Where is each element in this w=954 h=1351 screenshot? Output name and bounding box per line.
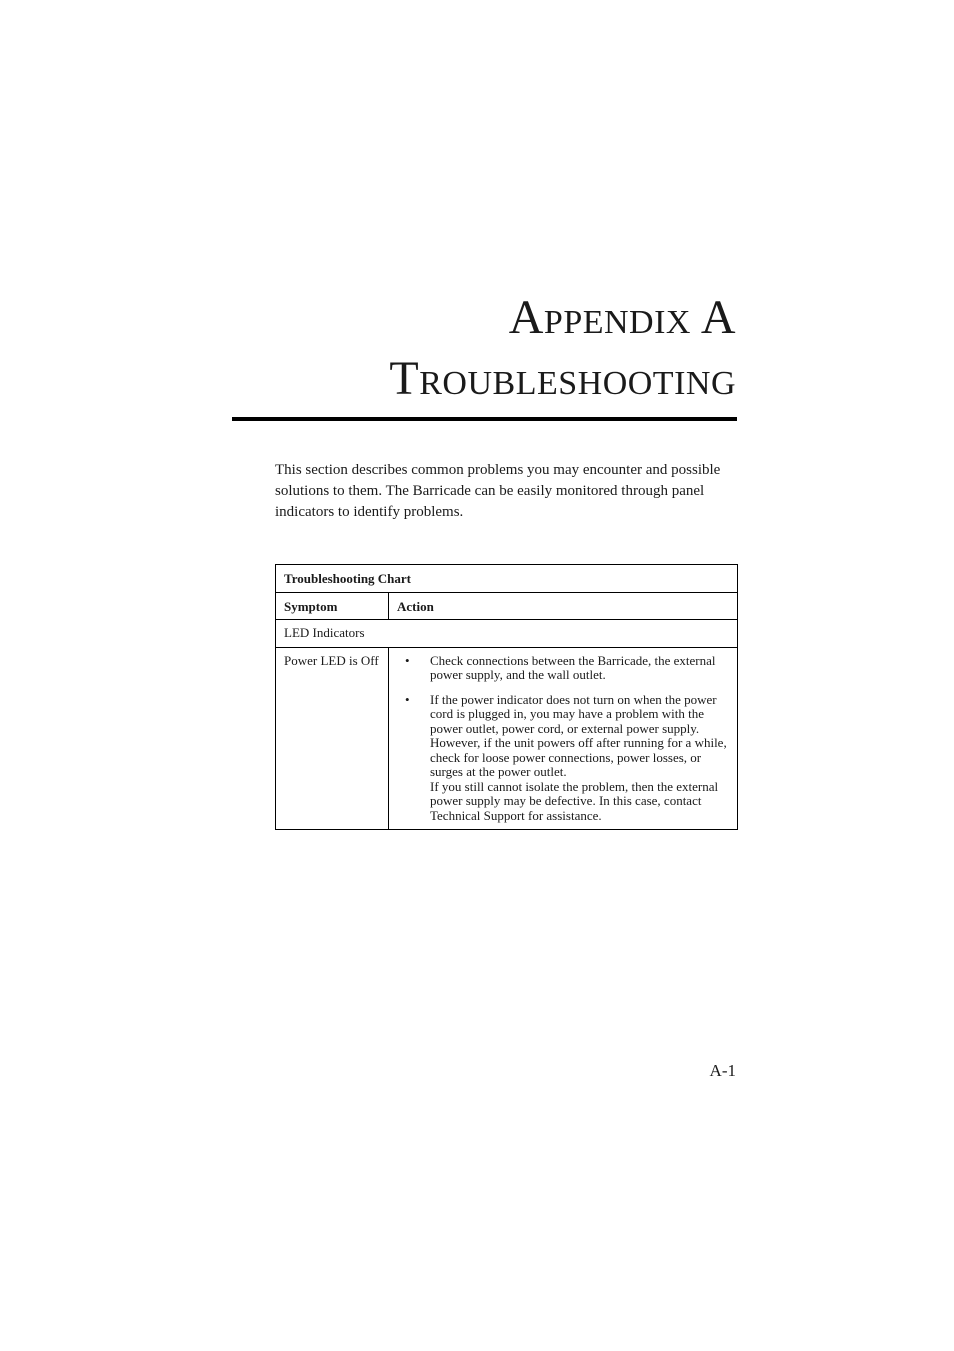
header-symptom: Symptom [276, 592, 389, 620]
list-item [397, 654, 729, 683]
chapter-title: Troubleshooting [389, 352, 736, 405]
section-label: LED Indicators [276, 620, 738, 648]
action-cell [389, 647, 738, 830]
table-row [276, 647, 738, 830]
page-number: A-1 [709, 1061, 736, 1080]
troubleshooting-table [275, 564, 738, 830]
section-row [276, 620, 738, 648]
action-text-continued: If you still cannot isolate the problem, then the external power supply may be defective. In this case, contact Technical Support for assistance. [430, 778, 719, 823]
action-text: Check connections between the Barricade, the external power supply, and the wall outlet. [430, 652, 716, 682]
title-rule [232, 417, 737, 421]
intro-paragraph: This section describes common problems you may encounter and possible solutions to them. The Barricade can be easily monitored through panel indicators to identify problems. [275, 462, 721, 520]
bullet-icon: • [405, 652, 410, 668]
table-caption: Troubleshooting Chart [276, 565, 738, 593]
table-caption-row [276, 565, 738, 593]
header-action: Action [389, 592, 738, 620]
symptom-cell: Power LED is Off [276, 647, 389, 830]
list-item [397, 693, 729, 824]
action-list [397, 654, 729, 824]
appendix-title: Appendix A [508, 291, 736, 344]
action-text: If the power indicator does not turn on when the power cord is plugged in, you may have a problem with the power outlet, power cord, or external power supply. However, if the unit powers off after running for a while, check for loose power connections, power losses, or surges at the power outlet. [430, 691, 727, 779]
table-header-row [276, 592, 738, 620]
bullet-icon: • [405, 691, 410, 707]
